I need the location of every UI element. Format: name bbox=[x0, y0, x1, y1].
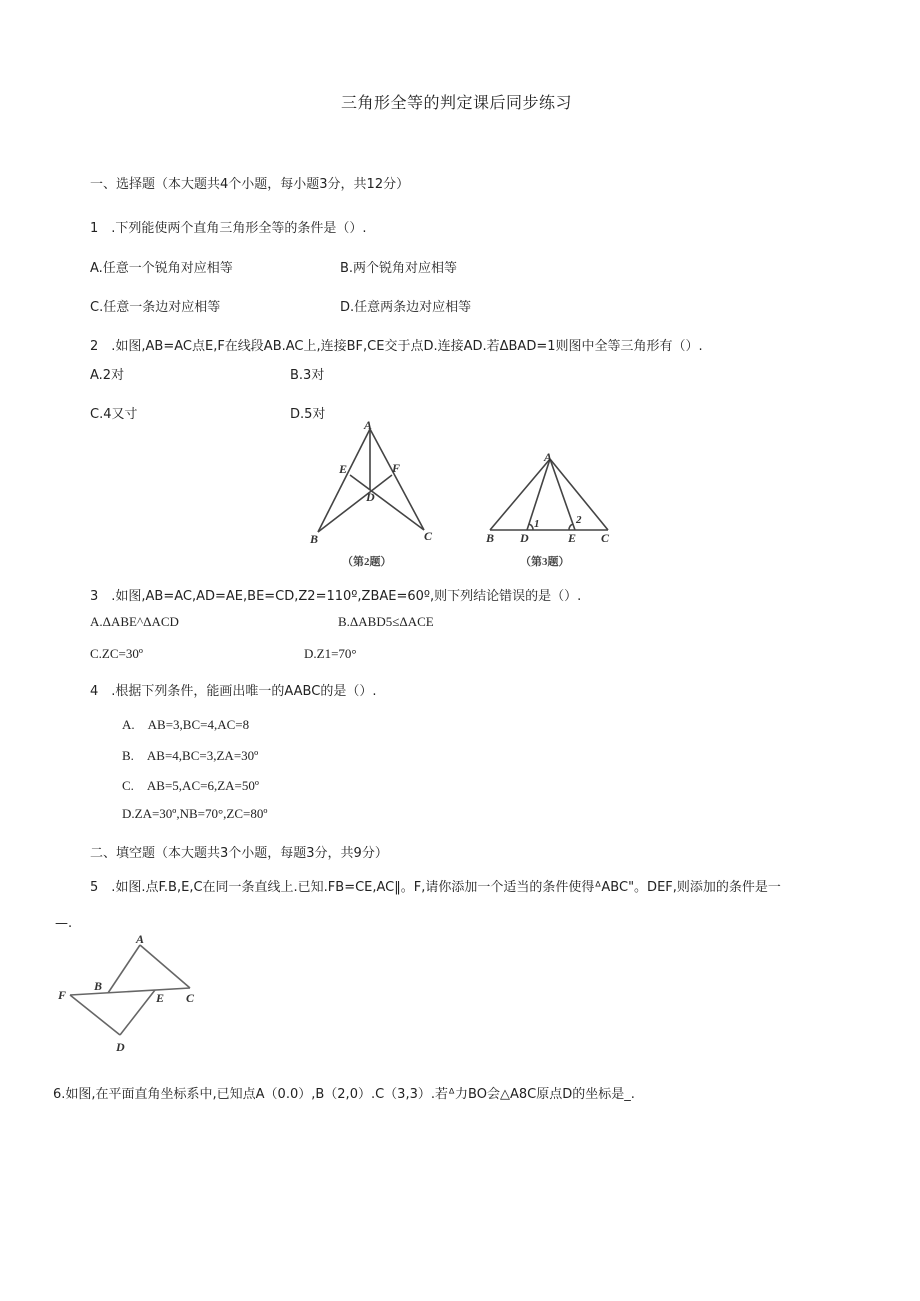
fig5-label-e: E bbox=[156, 991, 165, 1005]
question-2-option-b: B.3对 bbox=[290, 368, 325, 383]
question-4-option-b: B. AB=4,BC=3,ZA=30º bbox=[122, 748, 259, 763]
fig5-line-ab bbox=[108, 945, 140, 993]
fig2-line-ab bbox=[318, 429, 370, 532]
question-2-option-d: D.5对 bbox=[290, 407, 326, 422]
question-2-option-c: C.4又寸 bbox=[90, 407, 138, 422]
fig5-label-c: C bbox=[186, 991, 195, 1005]
question-3-option-d: D.Z1=70° bbox=[304, 646, 357, 661]
fig3-label-two: 2 bbox=[576, 514, 582, 526]
question-4-option-c: C. AB=5,AC=6,ZA=50º bbox=[122, 778, 259, 793]
fig2-label-f: F bbox=[392, 461, 401, 475]
question-4-stem: 4 .根据下列条件，能画出唯一的AABC的是（）. bbox=[90, 684, 377, 699]
figure-question-5 bbox=[50, 925, 210, 1060]
question-6-stem: 6.如图,在平面直角坐标系中,已知点A（0.0）,B（2,0）.C（3,3）.若ᐞ力BO会△A8C原点D的坐标是_. bbox=[53, 1087, 635, 1102]
fig2-line-bf bbox=[318, 475, 392, 532]
question-3-stem: 3 .如图,AB=AC,AD=AE,BE=CD,Z2=110º,ZBAE=60º,则下列结论错误的是（）. bbox=[90, 589, 582, 604]
question-5-stem: 5 .如图.点F.B,E,C在同一条直线上.已知.FB=CE,AC‖。F,请你添加一个适当的条件使得ᐞABC"。DEF,则添加的条件是一 bbox=[90, 880, 781, 895]
fig5-line-ac bbox=[140, 945, 190, 988]
fig5-label-b: B bbox=[94, 979, 103, 993]
question-5-blank: —. bbox=[55, 916, 73, 931]
question-2-stem: 2 .如图,AB=AC点E,F在线段AB.AC上,连接BF,CE交于点D.连接AD.若ΔBAD=1则图中全等三角形有（）. bbox=[90, 339, 703, 354]
section-heading-fill: 二、填空题（本大题共3个小题，每题3分，共9分） bbox=[90, 846, 388, 861]
fig3-angle-1-arc bbox=[529, 524, 533, 530]
figure-question-3 bbox=[480, 445, 620, 575]
question-1-option-b: B.两个锐角对应相等 bbox=[340, 261, 458, 276]
figure-question-2 bbox=[300, 415, 450, 575]
question-4-option-d: D.ZA=30º,NB=70°,ZC=80º bbox=[122, 806, 268, 821]
fig3-angle-2-arc bbox=[569, 524, 573, 530]
fig5-line-fd bbox=[70, 995, 120, 1035]
fig5-label-f: F bbox=[58, 988, 67, 1002]
fig5-label-a: A bbox=[136, 932, 145, 946]
fig2-label-e: E bbox=[339, 462, 348, 476]
fig3-label-a: A bbox=[544, 450, 553, 464]
fig2-caption: （第2题） bbox=[342, 556, 392, 568]
fig2-line-ce bbox=[350, 475, 424, 530]
fig3-label-d: D bbox=[520, 531, 529, 545]
fig5-line-de bbox=[120, 990, 155, 1035]
question-4-option-a: A. AB=3,BC=4,AC=8 bbox=[122, 717, 250, 732]
question-3-option-b: B.ΔABD5≤ΔACE bbox=[338, 614, 434, 629]
fig3-line-ab bbox=[490, 459, 550, 530]
question-2-option-a: A.2对 bbox=[90, 368, 125, 383]
fig3-label-c: C bbox=[601, 531, 610, 545]
fig2-label-a: A bbox=[364, 418, 373, 432]
question-1-option-d: D.任意两条边对应相等 bbox=[340, 300, 472, 315]
fig5-label-d: D bbox=[116, 1040, 125, 1054]
fig3-label-one: 1 bbox=[534, 518, 540, 530]
fig3-line-ae bbox=[550, 459, 575, 530]
question-3-option-c: C.ZC=30º bbox=[90, 646, 143, 661]
question-1-option-c: C.任意一条边对应相等 bbox=[90, 300, 221, 315]
fig5-line-fc bbox=[70, 988, 190, 995]
question-3-option-a: A.ΔABE^ΔACD bbox=[90, 614, 179, 629]
fig2-label-c: C bbox=[424, 529, 433, 543]
fig2-label-d: D bbox=[366, 490, 375, 504]
fig3-label-e: E bbox=[568, 531, 577, 545]
fig2-label-b: B bbox=[310, 532, 319, 546]
question-1-stem: 1 .下列能使两个直角三角形全等的条件是（）. bbox=[90, 221, 367, 236]
question-1-option-a: A.任意一个锐角对应相等 bbox=[90, 261, 233, 276]
fig2-line-ac bbox=[370, 429, 424, 530]
fig3-caption: （第3题） bbox=[520, 556, 570, 568]
page-title: 三角形全等的判定课后同步练习 bbox=[341, 93, 573, 112]
fig3-label-b: B bbox=[486, 531, 495, 545]
section-heading-choice: 一、选择题（本大题共4个小题，每小题3分，共12分） bbox=[90, 177, 410, 192]
